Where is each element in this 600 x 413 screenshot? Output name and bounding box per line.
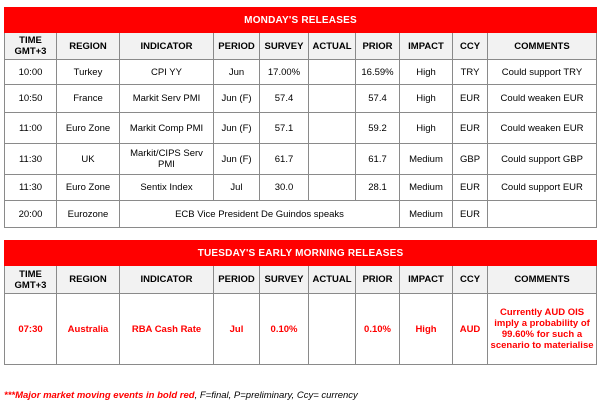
cell-time: 07:30 <box>5 294 57 365</box>
cell-period: Jul <box>214 294 260 365</box>
cell-prior: 28.1 <box>356 175 400 201</box>
cell-survey: 57.1 <box>260 113 309 144</box>
tuesday-releases-table <box>4 240 597 365</box>
col-actual: ACTUAL <box>309 266 356 294</box>
footnote-legend: , F=final, P=preliminary, Ccy= currency <box>194 390 358 401</box>
footnote <box>4 390 358 401</box>
cell-period: Jul <box>214 175 260 201</box>
cell-period: Jun (F) <box>214 85 260 113</box>
cell-time: 11:30 <box>5 144 57 175</box>
cell-region: Eurozone <box>57 201 120 228</box>
col-region: REGION <box>57 266 120 294</box>
cell-comments: Currently AUD OIS imply a probability of 99.60% for such a scenario to materialise <box>488 294 597 365</box>
cell-impact: Medium <box>400 201 453 228</box>
cell-time: 11:00 <box>5 113 57 144</box>
table-row <box>5 85 597 113</box>
cell-survey: 30.0 <box>260 175 309 201</box>
col-prior: PRIOR <box>356 266 400 294</box>
cell-prior: 57.4 <box>356 85 400 113</box>
tuesday-title: TUESDAY'S EARLY MORNING RELEASES <box>5 241 597 266</box>
table-row <box>5 113 597 144</box>
cell-comments: Could support TRY <box>488 60 597 85</box>
cell-time: 10:00 <box>5 60 57 85</box>
cell-actual <box>309 175 356 201</box>
monday-releases-table <box>4 7 597 228</box>
monday-title: MONDAY'S RELEASES <box>5 8 597 33</box>
cell-indicator: Markit Comp PMI <box>120 113 214 144</box>
col-impact: IMPACT <box>400 33 453 60</box>
col-indicator: INDICATOR <box>120 266 214 294</box>
cell-indicator: RBA Cash Rate <box>120 294 214 365</box>
cell-actual <box>309 294 356 365</box>
cell-indicator: Sentix Index <box>120 175 214 201</box>
cell-comments <box>488 201 597 228</box>
cell-prior: 61.7 <box>356 144 400 175</box>
col-ccy: CCY <box>453 33 488 60</box>
cell-actual <box>309 144 356 175</box>
cell-comments: Could support GBP <box>488 144 597 175</box>
cell-period: Jun (F) <box>214 113 260 144</box>
cell-actual <box>309 85 356 113</box>
col-indicator: INDICATOR <box>120 33 214 60</box>
cell-comments: Could support EUR <box>488 175 597 201</box>
col-period: PERIOD <box>214 33 260 60</box>
cell-impact: Medium <box>400 175 453 201</box>
cell-region: Australia <box>57 294 120 365</box>
cell-region: France <box>57 85 120 113</box>
cell-ccy: EUR <box>453 113 488 144</box>
cell-ccy: GBP <box>453 144 488 175</box>
cell-actual <box>309 113 356 144</box>
cell-region: Euro Zone <box>57 175 120 201</box>
cell-region: Turkey <box>57 60 120 85</box>
cell-comments: Could weaken EUR <box>488 113 597 144</box>
col-survey: SURVEY <box>260 266 309 294</box>
cell-time: 11:30 <box>5 175 57 201</box>
cell-prior: 16.59% <box>356 60 400 85</box>
cell-indicator: Markit/CIPS Serv PMI <box>120 144 214 175</box>
cell-survey: 17.00% <box>260 60 309 85</box>
table-row <box>5 294 597 365</box>
col-impact: IMPACT <box>400 266 453 294</box>
cell-survey: 0.10% <box>260 294 309 365</box>
table-row <box>5 60 597 85</box>
cell-comments: Could weaken EUR <box>488 85 597 113</box>
table-row <box>5 201 597 228</box>
monday-header-row <box>5 33 597 60</box>
cell-impact: High <box>400 85 453 113</box>
cell-time: 20:00 <box>5 201 57 228</box>
cell-period: Jun <box>214 60 260 85</box>
cell-ccy: AUD <box>453 294 488 365</box>
cell-region: Euro Zone <box>57 113 120 144</box>
cell-ccy: TRY <box>453 60 488 85</box>
cell-impact: Medium <box>400 144 453 175</box>
cell-indicator: Markit Serv PMI <box>120 85 214 113</box>
col-actual: ACTUAL <box>309 33 356 60</box>
cell-survey: 61.7 <box>260 144 309 175</box>
cell-prior: 59.2 <box>356 113 400 144</box>
cell-indicator: CPI YY <box>120 60 214 85</box>
cell-event: ECB Vice President De Guindos speaks <box>120 201 400 228</box>
cell-time: 10:50 <box>5 85 57 113</box>
tuesday-header-row <box>5 266 597 294</box>
col-prior: PRIOR <box>356 33 400 60</box>
col-comments: COMMENTS <box>488 266 597 294</box>
cell-ccy: EUR <box>453 201 488 228</box>
cell-impact: High <box>400 294 453 365</box>
table-row <box>5 175 597 201</box>
cell-prior: 0.10% <box>356 294 400 365</box>
col-ccy: CCY <box>453 266 488 294</box>
col-period: PERIOD <box>214 266 260 294</box>
table-row <box>5 144 597 175</box>
cell-impact: High <box>400 60 453 85</box>
cell-impact: High <box>400 113 453 144</box>
col-survey: SURVEY <box>260 33 309 60</box>
footnote-emphasis: ***Major market moving events in bold red <box>4 390 195 401</box>
cell-survey: 57.4 <box>260 85 309 113</box>
col-comments: COMMENTS <box>488 33 597 60</box>
cell-region: UK <box>57 144 120 175</box>
cell-ccy: EUR <box>453 85 488 113</box>
cell-ccy: EUR <box>453 175 488 201</box>
col-time: TIME GMT+3 <box>5 266 57 294</box>
cell-period: Jun (F) <box>214 144 260 175</box>
col-time: TIME GMT+3 <box>5 33 57 60</box>
col-region: REGION <box>57 33 120 60</box>
cell-actual <box>309 60 356 85</box>
